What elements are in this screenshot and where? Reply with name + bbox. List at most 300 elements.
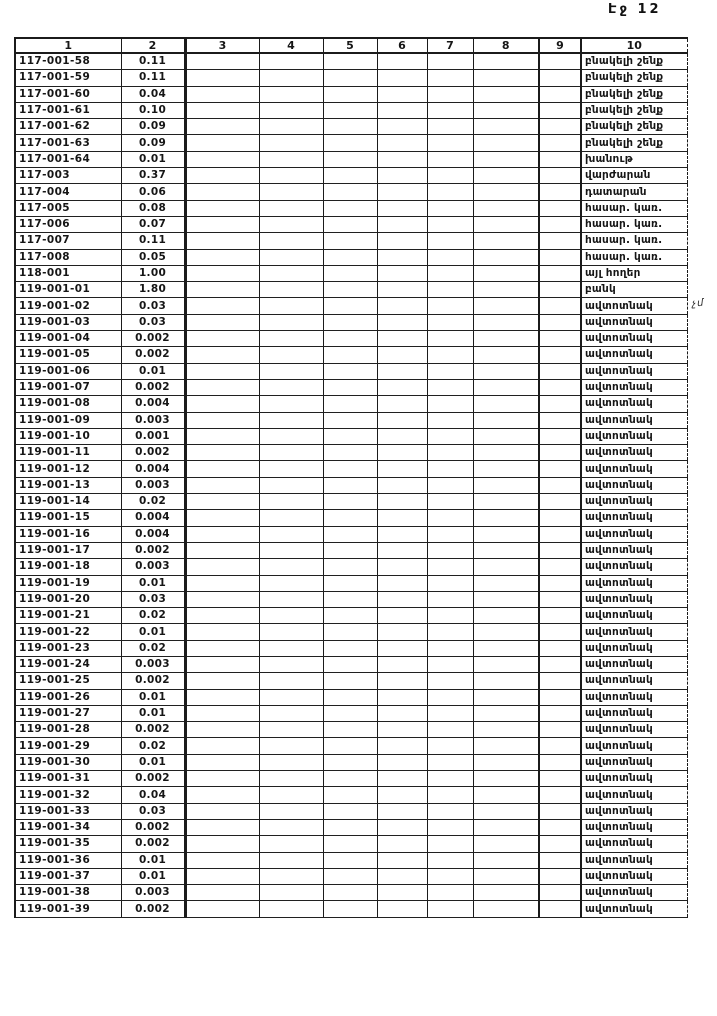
empty-cell [259,233,323,249]
empty-cell [323,151,377,167]
empty-cell [427,119,473,135]
empty-cell [473,265,539,281]
empty-cell [427,624,473,640]
land-use-cell: ավտոտնակ [581,379,687,395]
table-row [15,575,687,591]
empty-cell [323,771,377,787]
empty-cell [323,608,377,624]
empty-cell [377,445,427,461]
area-value-cell: 0.02 [121,738,185,754]
land-use-cell: ավտոտնակ [581,885,687,901]
empty-cell [323,314,377,330]
empty-cell [539,705,581,721]
land-use-cell: ավտոտնակ [581,461,687,477]
table-row [15,787,687,803]
column-header-6: 6 [377,38,427,53]
cadastre-code-cell: 117-005 [15,200,121,216]
land-use-cell: ավտոտնակ [581,363,687,379]
empty-cell [259,331,323,347]
land-use-cell: ավտոտնակ [581,314,687,330]
table-row [15,836,687,852]
empty-cell [377,314,427,330]
empty-cell [377,608,427,624]
empty-cell [539,836,581,852]
area-value-cell: 0.01 [121,868,185,884]
empty-cell [185,428,259,444]
empty-cell [473,787,539,803]
empty-cell [539,445,581,461]
cadastre-code-cell: 119-001-14 [15,494,121,510]
empty-cell [539,216,581,232]
empty-cell [473,249,539,265]
cadastre-code-cell: 119-001-08 [15,396,121,412]
empty-cell [185,53,259,70]
cadastre-code-cell: 119-001-32 [15,787,121,803]
land-use-cell: ավտոտնակ [581,868,687,884]
table-row [15,363,687,379]
cadastre-code-cell: 119-001-10 [15,428,121,444]
empty-cell [427,265,473,281]
empty-cell [539,265,581,281]
land-use-cell: հասար. կառ. [581,233,687,249]
land-use-cell: ավտոտնակ [581,836,687,852]
empty-cell [323,461,377,477]
cadastre-code-cell: 119-001-18 [15,559,121,575]
land-use-cell: ավտոտնակ [581,640,687,656]
land-use-cell: ավտոտնակ [581,575,687,591]
empty-cell [377,510,427,526]
empty-cell [539,461,581,477]
area-value-cell: 0.03 [121,803,185,819]
table-row [15,86,687,102]
empty-cell [185,102,259,118]
empty-cell [539,868,581,884]
table-row [15,445,687,461]
column-header-4: 4 [259,38,323,53]
empty-cell [473,151,539,167]
land-use-cell: ավտոտնակ [581,819,687,835]
empty-cell [377,722,427,738]
table-row [15,314,687,330]
empty-cell [185,868,259,884]
area-value-cell: 0.05 [121,249,185,265]
empty-cell [323,282,377,298]
empty-cell [427,412,473,428]
empty-cell [539,282,581,298]
table-row [15,885,687,901]
cadastre-code-cell: 119-001-03 [15,314,121,330]
empty-cell [259,86,323,102]
empty-cell [377,575,427,591]
empty-cell [427,640,473,656]
table-row [15,803,687,819]
table-row [15,151,687,167]
empty-cell [259,396,323,412]
land-use-cell: ավտոտնակ [581,738,687,754]
empty-cell [473,494,539,510]
area-value-cell: 0.07 [121,216,185,232]
empty-cell [185,787,259,803]
area-value-cell: 0.01 [121,852,185,868]
area-value-cell: 0.004 [121,510,185,526]
empty-cell [185,379,259,395]
land-use-cell: ավտոտնակ [581,331,687,347]
empty-cell [427,151,473,167]
column-header-9: 9 [539,38,581,53]
empty-cell [323,298,377,314]
cadastre-code-cell: 119-001-09 [15,412,121,428]
empty-cell [323,885,377,901]
cadastre-code-cell: 119-001-04 [15,331,121,347]
empty-cell [377,428,427,444]
table-row [15,705,687,721]
empty-cell [259,314,323,330]
land-use-cell: ավտոտնակ [581,428,687,444]
empty-cell [539,135,581,151]
empty-cell [427,819,473,835]
cadastre-code-cell: 117-001-64 [15,151,121,167]
empty-cell [259,575,323,591]
column-header-2: 2 [121,38,185,53]
empty-cell [473,282,539,298]
empty-cell [473,510,539,526]
land-use-cell: ավտոտնակ [581,542,687,558]
land-use-cell: ավտոտնակ [581,526,687,542]
empty-cell [427,445,473,461]
table-row [15,819,687,835]
empty-cell [539,754,581,770]
empty-cell [323,396,377,412]
cadastre-code-cell: 119-001-16 [15,526,121,542]
land-use-cell: այլ հողեր [581,265,687,281]
empty-cell [185,151,259,167]
table-row [15,331,687,347]
empty-cell [427,477,473,493]
empty-cell [473,168,539,184]
empty-cell [473,379,539,395]
empty-cell [377,738,427,754]
empty-cell [377,624,427,640]
empty-cell [377,184,427,200]
empty-cell [259,787,323,803]
empty-cell [259,298,323,314]
cadastre-code-cell: 117-001-62 [15,119,121,135]
empty-cell [259,151,323,167]
empty-cell [323,135,377,151]
table-row [15,53,687,70]
empty-cell [539,249,581,265]
cadastre-code-cell: 119-001-06 [15,363,121,379]
empty-cell [473,852,539,868]
empty-cell [259,591,323,607]
cadastre-code-cell: 119-001-27 [15,705,121,721]
table-row [15,477,687,493]
land-use-cell: ավտոտնակ [581,754,687,770]
area-value-cell: 0.003 [121,885,185,901]
empty-cell [427,542,473,558]
empty-cell [185,233,259,249]
empty-cell [377,640,427,656]
empty-cell [473,803,539,819]
empty-cell [377,787,427,803]
land-use-cell: ավտոտնակ [581,477,687,493]
area-value-cell: 0.03 [121,591,185,607]
table-row [15,494,687,510]
empty-cell [473,705,539,721]
empty-cell [259,510,323,526]
cadastre-code-cell: 119-001-17 [15,542,121,558]
empty-cell [377,542,427,558]
empty-cell [323,216,377,232]
empty-cell [427,396,473,412]
area-value-cell: 0.002 [121,673,185,689]
empty-cell [185,510,259,526]
empty-cell [323,722,377,738]
empty-cell [427,526,473,542]
empty-cell [259,738,323,754]
empty-cell [377,135,427,151]
area-value-cell: 0.003 [121,559,185,575]
empty-cell [185,754,259,770]
empty-cell [259,705,323,721]
empty-cell [427,575,473,591]
empty-cell [427,168,473,184]
table-row [15,396,687,412]
table-row [15,265,687,281]
land-use-cell: ավտոտնակ [581,771,687,787]
area-value-cell: 0.02 [121,494,185,510]
empty-cell [539,233,581,249]
empty-cell [323,852,377,868]
empty-cell [259,885,323,901]
area-value-cell: 0.11 [121,53,185,70]
table-row [15,216,687,232]
empty-cell [427,901,473,917]
empty-cell [259,868,323,884]
empty-cell [259,608,323,624]
empty-cell [377,151,427,167]
land-use-cell: ավտոտնակ [581,901,687,917]
cadastre-code-cell: 117-007 [15,233,121,249]
empty-cell [377,216,427,232]
empty-cell [259,754,323,770]
cadastre-code-cell: 119-001-15 [15,510,121,526]
table-row [15,282,687,298]
cadastre-code-cell: 117-001-60 [15,86,121,102]
empty-cell [185,331,259,347]
empty-cell [185,722,259,738]
area-value-cell: 0.004 [121,526,185,542]
empty-cell [473,559,539,575]
empty-cell [259,265,323,281]
area-value-cell: 0.002 [121,836,185,852]
cadastre-code-cell: 118-001 [15,265,121,281]
cadastre-code-cell: 119-001-30 [15,754,121,770]
cadastre-code-cell: 119-001-36 [15,852,121,868]
empty-cell [185,608,259,624]
cadastre-table [14,37,688,918]
empty-cell [323,754,377,770]
area-value-cell: 0.37 [121,168,185,184]
empty-cell [539,70,581,86]
empty-cell [323,624,377,640]
land-use-cell: ավտոտնակ [581,298,687,314]
empty-cell [473,819,539,835]
empty-cell [377,754,427,770]
empty-cell [473,640,539,656]
land-use-cell: ավտոտնակ [581,412,687,428]
empty-cell [259,249,323,265]
empty-cell [539,477,581,493]
empty-cell [539,379,581,395]
cadastre-code-cell: 117-003 [15,168,121,184]
area-value-cell: 0.09 [121,135,185,151]
empty-cell [323,53,377,70]
empty-cell [377,363,427,379]
cadastre-code-cell: 119-001-34 [15,819,121,835]
empty-cell [185,135,259,151]
cadastre-code-cell: 119-001-28 [15,722,121,738]
empty-cell [323,868,377,884]
empty-cell [539,885,581,901]
empty-cell [539,624,581,640]
table-row [15,461,687,477]
empty-cell [427,249,473,265]
land-use-cell: ավտոտնակ [581,689,687,705]
land-use-cell: ավտոտնակ [581,608,687,624]
land-use-cell: հասար. կառ. [581,249,687,265]
area-value-cell: 0.03 [121,298,185,314]
table-row [15,738,687,754]
empty-cell [539,168,581,184]
empty-cell [427,298,473,314]
empty-cell [427,379,473,395]
empty-cell [539,852,581,868]
empty-cell [259,70,323,86]
empty-cell [377,559,427,575]
empty-cell [539,184,581,200]
area-value-cell: 1.80 [121,282,185,298]
empty-cell [259,494,323,510]
empty-cell [185,298,259,314]
cadastre-code-cell: 119-001-21 [15,608,121,624]
area-value-cell: 0.01 [121,624,185,640]
column-header-3: 3 [185,38,259,53]
empty-cell [377,70,427,86]
empty-cell [539,591,581,607]
empty-cell [185,575,259,591]
empty-cell [539,298,581,314]
empty-cell [539,510,581,526]
table-row [15,510,687,526]
table-row [15,754,687,770]
empty-cell [427,852,473,868]
empty-cell [427,86,473,102]
table-row [15,722,687,738]
empty-cell [377,852,427,868]
empty-cell [539,428,581,444]
empty-cell [185,461,259,477]
area-value-cell: 0.003 [121,656,185,672]
empty-cell [323,738,377,754]
empty-cell [427,673,473,689]
table-row [15,233,687,249]
empty-cell [473,428,539,444]
empty-cell [427,705,473,721]
empty-cell [185,640,259,656]
empty-cell [473,591,539,607]
empty-cell [377,412,427,428]
empty-cell [427,428,473,444]
empty-cell [539,396,581,412]
column-header-7: 7 [427,38,473,53]
empty-cell [185,494,259,510]
cadastre-code-cell: 119-001-22 [15,624,121,640]
empty-cell [185,526,259,542]
empty-cell [259,347,323,363]
cadastre-code-cell: 119-001-20 [15,591,121,607]
column-header-1: 1 [15,38,121,53]
table-row [15,673,687,689]
column-header-5: 5 [323,38,377,53]
empty-cell [259,722,323,738]
empty-cell [185,282,259,298]
empty-cell [259,559,323,575]
empty-cell [539,542,581,558]
empty-cell [427,494,473,510]
empty-cell [473,184,539,200]
empty-cell [427,803,473,819]
cadastre-code-cell: 119-001-12 [15,461,121,477]
land-use-cell: վարժարան [581,168,687,184]
empty-cell [323,249,377,265]
empty-cell [539,608,581,624]
empty-cell [427,689,473,705]
cadastre-code-cell: 119-001-38 [15,885,121,901]
area-value-cell: 0.01 [121,689,185,705]
empty-cell [473,119,539,135]
empty-cell [427,184,473,200]
empty-cell [377,200,427,216]
area-value-cell: 0.03 [121,314,185,330]
empty-cell [185,803,259,819]
empty-cell [539,673,581,689]
cadastre-code-cell: 119-001-31 [15,771,121,787]
empty-cell [377,591,427,607]
land-use-cell: ավտոտնակ [581,722,687,738]
empty-cell [259,819,323,835]
empty-cell [323,836,377,852]
empty-cell [377,168,427,184]
cadastre-code-cell: 117-001-63 [15,135,121,151]
empty-cell [539,787,581,803]
empty-cell [377,331,427,347]
area-value-cell: 0.002 [121,542,185,558]
empty-cell [377,477,427,493]
land-use-cell: բնակելի շենք [581,70,687,86]
empty-cell [427,216,473,232]
cadastre-code-cell: 117-008 [15,249,121,265]
empty-cell [323,901,377,917]
area-value-cell: 0.11 [121,233,185,249]
empty-cell [259,673,323,689]
empty-cell [185,624,259,640]
area-value-cell: 0.10 [121,102,185,118]
area-value-cell: 0.003 [121,477,185,493]
column-header-10: 10 [581,38,687,53]
land-use-cell: ավտոտնակ [581,803,687,819]
empty-cell [259,102,323,118]
